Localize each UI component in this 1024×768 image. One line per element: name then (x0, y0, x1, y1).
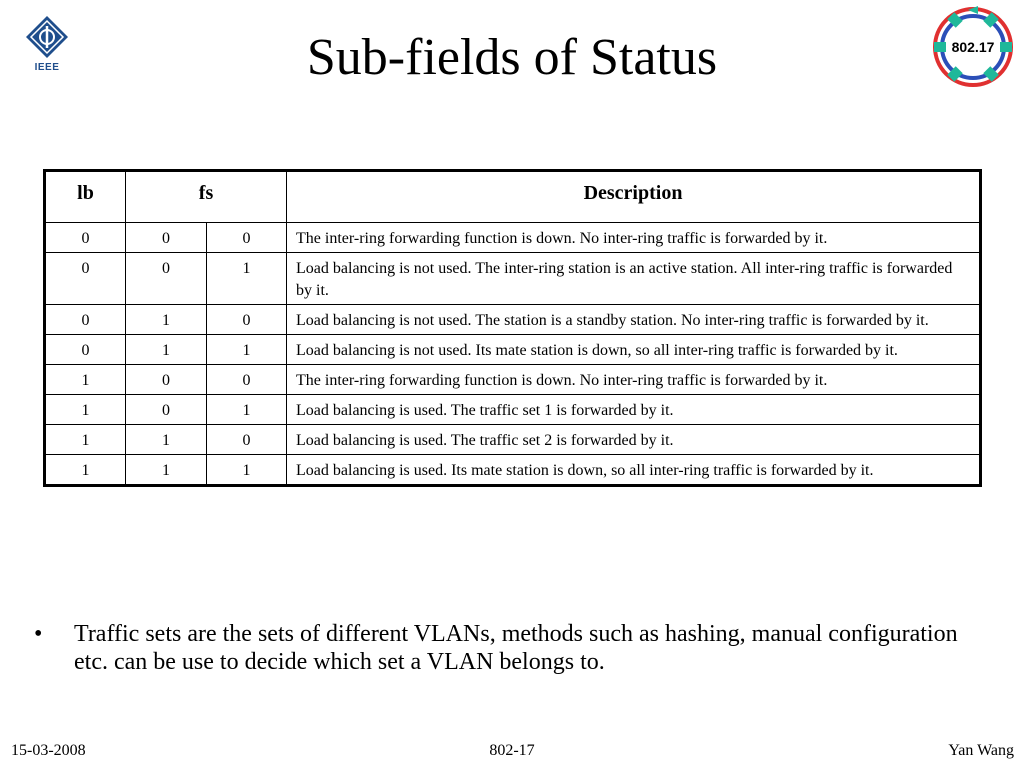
cell-lb: 1 (45, 365, 126, 395)
table-row (45, 335, 981, 365)
cell-lb: 1 (45, 455, 126, 486)
cell-lb: 1 (45, 395, 126, 425)
ieee-logo-text: IEEE (34, 62, 60, 73)
cell-fs-bit2: 1 (207, 395, 287, 425)
table-row (45, 395, 981, 425)
cell-fs-bit1: 0 (126, 395, 207, 425)
cell-description: Load balancing is not used. The inter-ring station is an active station. All inter-ring traffic is forwarded by it. (287, 253, 981, 305)
cell-lb: 1 (45, 425, 126, 455)
cell-fs-bit2: 0 (207, 365, 287, 395)
cell-description: Load balancing is used. The traffic set 2 is forwarded by it. (287, 425, 981, 455)
bullet-item (28, 620, 988, 676)
slide-title: Sub-fields of Status (306, 29, 718, 86)
table-header-row (45, 171, 981, 223)
footer-date: 15-03-2008 (11, 742, 86, 759)
cell-fs-bit1: 1 (126, 335, 207, 365)
bullet-list (28, 620, 988, 676)
header-lb: lb (45, 171, 126, 223)
cell-fs-bit1: 0 (126, 223, 207, 253)
cell-lb: 0 (45, 305, 126, 335)
cell-fs-bit1: 0 (126, 253, 207, 305)
table-row (45, 253, 981, 305)
cell-lb: 0 (45, 223, 126, 253)
cell-fs-bit2: 1 (207, 335, 287, 365)
table-row (45, 223, 981, 253)
cell-description: Load balancing is used. Its mate station is down, so all inter-ring traffic is forwarded by it. (287, 455, 981, 486)
cell-lb: 0 (45, 253, 126, 305)
cell-description: Load balancing is not used. Its mate station is down, so all inter-ring traffic is forwarded by it. (287, 335, 981, 365)
cell-description: Load balancing is used. The traffic set 1 is forwarded by it. (287, 395, 981, 425)
footer-center-label: 802-17 (489, 742, 535, 759)
ring-logo-text: 802.17 (951, 39, 995, 55)
cell-fs-bit2: 0 (207, 425, 287, 455)
cell-fs-bit2: 1 (207, 455, 287, 486)
table-row (45, 305, 981, 335)
footer-author: Yan Wang (948, 742, 1014, 759)
status-subfields-table (43, 169, 982, 487)
cell-fs-bit1: 1 (126, 455, 207, 486)
table-row (45, 365, 981, 395)
table-row (45, 455, 981, 486)
cell-fs-bit2: 1 (207, 253, 287, 305)
cell-description: The inter-ring forwarding function is down. No inter-ring traffic is forwarded by it. (287, 223, 981, 253)
cell-description: The inter-ring forwarding function is down. No inter-ring traffic is forwarded by it. (287, 365, 981, 395)
cell-fs-bit1: 1 (126, 425, 207, 455)
cell-fs-bit2: 0 (207, 305, 287, 335)
bullet-text: Traffic sets are the sets of different VLANs, methods such as hashing, manual configuration etc. can be use to decide which set a VLAN belongs to. (74, 621, 958, 675)
cell-lb: 0 (45, 335, 126, 365)
table-row (45, 425, 981, 455)
cell-description: Load balancing is not used. The station is a standby station. No inter-ring traffic is forwarded by it. (287, 305, 981, 335)
header-fs: fs (126, 171, 287, 223)
header-description: Description (287, 171, 981, 223)
cell-fs-bit1: 1 (126, 305, 207, 335)
cell-fs-bit1: 0 (126, 365, 207, 395)
cell-fs-bit2: 0 (207, 223, 287, 253)
bullet-marker: • (34, 621, 43, 647)
